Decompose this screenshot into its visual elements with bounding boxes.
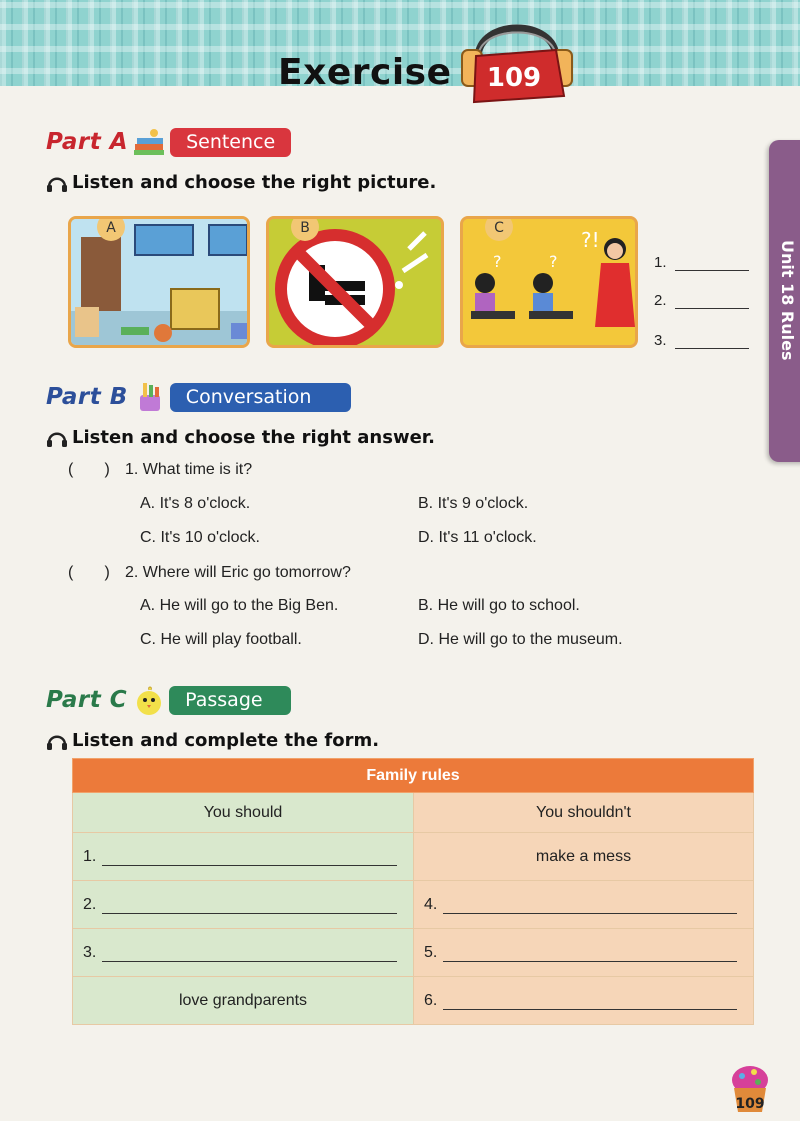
should-cell-3[interactable]: 3.	[73, 929, 414, 977]
family-rules-table	[72, 758, 754, 1025]
part-a-label: Part A	[46, 129, 129, 155]
answer-blank-3[interactable]: 3.	[654, 332, 749, 349]
should-cell-2[interactable]: 2.	[73, 881, 414, 929]
side-tab-label: Unit 18 Rules	[778, 240, 797, 361]
part-b-pill: Conversation	[170, 383, 352, 412]
part-c-pill: Passage	[169, 686, 290, 715]
question-1-text: 1. What time is it?	[125, 461, 253, 478]
picture-c-letter: C	[485, 216, 513, 241]
answer-blank-1[interactable]: 1.	[654, 254, 749, 271]
cupcake-page-number-icon	[728, 1062, 772, 1114]
part-a-instruction	[46, 172, 436, 193]
should-cell-1[interactable]: 1.	[73, 833, 414, 881]
q2-option-b[interactable]: B. He will go to school.	[418, 597, 580, 614]
q1-option-d[interactable]: D. It's 11 o'clock.	[418, 529, 537, 546]
col-header-shouldnt: You shouldn't	[414, 793, 754, 833]
table-row	[73, 929, 754, 977]
svg-text:?: ?	[549, 252, 558, 271]
headphones-icon	[46, 731, 68, 751]
q1-option-a[interactable]: A. It's 8 o'clock.	[140, 495, 251, 512]
picture-c[interactable]	[460, 216, 638, 348]
picture-b[interactable]	[266, 216, 444, 348]
q2-option-c[interactable]: C. He will play football.	[140, 631, 302, 648]
q2-option-a[interactable]: A. He will go to the Big Ben.	[140, 597, 339, 614]
messy-room-illustration	[71, 219, 250, 348]
side-tab-unit[interactable]	[769, 140, 800, 462]
headphones-icon	[46, 173, 68, 193]
part-c-label: Part C	[46, 687, 128, 713]
picture-a[interactable]	[68, 216, 250, 348]
part-c-instruction-text: Listen and complete the form.	[72, 730, 380, 751]
chick-icon	[131, 684, 167, 716]
shouldnt-cell-4[interactable]: 4.	[414, 881, 754, 929]
headphone-badge-icon	[456, 10, 578, 110]
part-a-header	[46, 126, 291, 158]
part-a-pill: Sentence	[170, 128, 291, 157]
books-icon	[132, 126, 168, 158]
q2-option-d[interactable]: D. He will go to the museum.	[418, 631, 623, 648]
q1-option-b[interactable]: B. It's 9 o'clock.	[418, 495, 529, 512]
part-b-instruction-text: Listen and choose the right answer.	[72, 427, 435, 448]
part-b-instruction	[46, 427, 435, 448]
table-row	[73, 793, 754, 833]
shouldnt-cell-5[interactable]: 5.	[414, 929, 754, 977]
question-2-text: 2. Where will Eric go tomorrow?	[125, 564, 351, 581]
picture-a-letter: A	[97, 216, 125, 241]
part-b-label: Part B	[46, 384, 128, 410]
svg-text:?!: ?!	[581, 228, 600, 252]
answer-paren-1[interactable]: ( )	[68, 461, 110, 478]
no-food-sign-illustration	[269, 219, 444, 348]
svg-text:?: ?	[493, 252, 502, 271]
table-row	[73, 833, 754, 881]
badge-number: 109	[486, 63, 542, 93]
shouldnt-cell-6[interactable]: 6.	[414, 977, 754, 1025]
table-row	[73, 881, 754, 929]
page-number: 109	[735, 1096, 765, 1112]
classroom-teacher-illustration	[463, 219, 638, 348]
pencil-cup-icon	[132, 381, 168, 413]
should-cell-fixed: love grandparents	[73, 977, 414, 1025]
part-c-instruction	[46, 730, 379, 751]
part-a-instruction-text: Listen and choose the right picture.	[72, 172, 437, 193]
col-header-should: You should	[73, 793, 414, 833]
answer-blank-2[interactable]: 2.	[654, 292, 749, 309]
part-c-header	[46, 684, 291, 716]
table-title: Family rules	[73, 759, 754, 793]
shouldnt-cell-fixed: make a mess	[414, 833, 754, 881]
headphones-icon	[46, 428, 68, 448]
answer-paren-2[interactable]: ( )	[68, 564, 110, 581]
picture-b-letter: B	[291, 216, 319, 241]
q1-option-c[interactable]: C. It's 10 o'clock.	[140, 529, 260, 546]
table-row	[73, 977, 754, 1025]
table-header-row	[73, 759, 754, 793]
page-title: Exercise	[278, 52, 452, 93]
part-b-header	[46, 381, 351, 413]
